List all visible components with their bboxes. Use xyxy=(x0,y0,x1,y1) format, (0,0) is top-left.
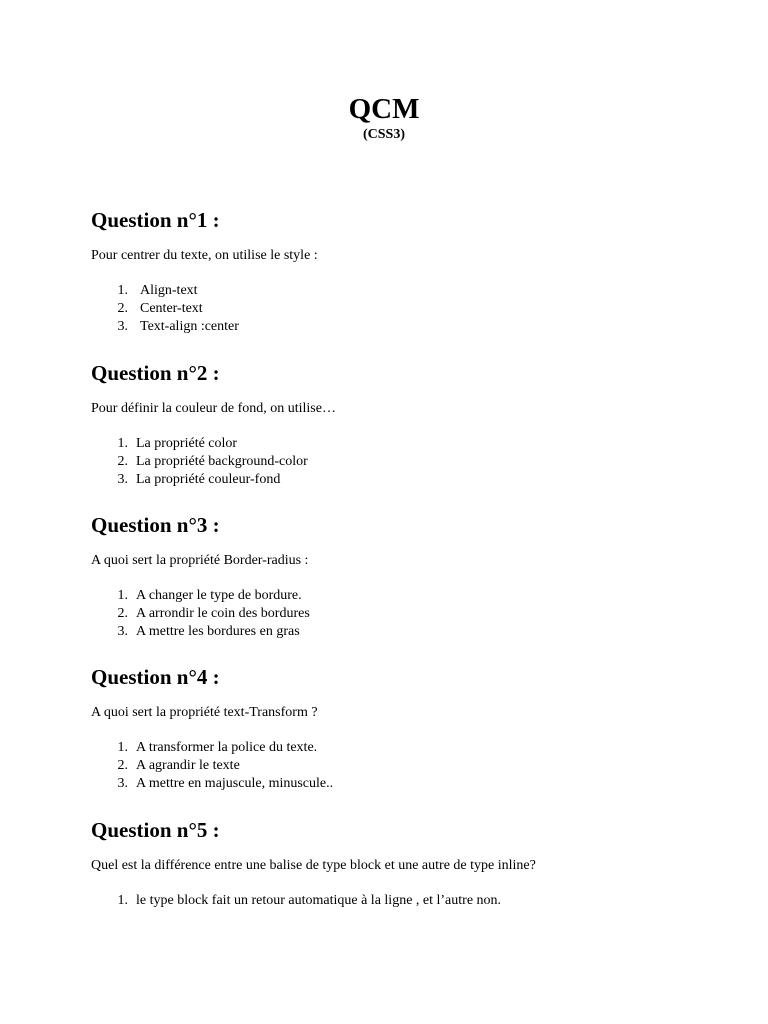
answer-text: A transformer la police du texte. xyxy=(136,740,318,755)
answer-text: La propriété color xyxy=(136,436,238,451)
answer-text: A changer le type de bordure. xyxy=(136,588,302,603)
question-1 xyxy=(91,207,691,334)
answer-number: 3. xyxy=(117,472,128,487)
question-2 xyxy=(91,360,691,487)
answer-number: 2. xyxy=(117,454,128,469)
question-prompt: Pour centrer du texte, on utilise le style : xyxy=(91,248,318,263)
question-prompt: A quoi sert la propriété text-Transform ? xyxy=(91,705,318,720)
document-subtitle: (CSS3) xyxy=(362,127,405,142)
answer-text: A agrandir le texte xyxy=(136,758,240,773)
answer-number: 2. xyxy=(117,758,128,773)
answer-number: 3. xyxy=(117,624,128,639)
answer-text: Text-align :center xyxy=(140,319,239,334)
question-prompt: A quoi sert la propriété Border-radius : xyxy=(91,553,309,568)
question-heading: Question n°2 : xyxy=(91,361,220,385)
answer-text: La propriété background-color xyxy=(136,454,308,469)
answer-number: 2. xyxy=(117,301,128,316)
answer-text: A mettre les bordures en gras xyxy=(136,624,300,639)
question-5 xyxy=(91,817,691,908)
question-heading: Question n°4 : xyxy=(91,665,220,689)
question-prompt: Pour définir la couleur de fond, on utilise… xyxy=(91,401,336,416)
question-prompt: Quel est la différence entre une balise de type block et une autre de type inline? xyxy=(91,858,536,873)
answer-text: le type block fait un retour automatique à la ligne , et l’autre non. xyxy=(136,893,502,908)
answer-number: 1. xyxy=(117,436,128,451)
answer-number: 1. xyxy=(117,588,128,603)
question-3 xyxy=(91,512,691,639)
answer-number: 1. xyxy=(117,283,128,298)
answer-text: A mettre en majuscule, minuscule.. xyxy=(136,776,334,791)
document-title: QCM xyxy=(348,93,420,125)
answer-text: Center-text xyxy=(140,301,203,316)
question-heading: Question n°3 : xyxy=(91,513,220,537)
answer-number: 3. xyxy=(117,776,128,791)
question-heading: Question n°5 : xyxy=(91,818,220,842)
answer-text: La propriété couleur-fond xyxy=(136,472,281,487)
answer-number: 1. xyxy=(117,740,128,755)
answer-number: 1. xyxy=(117,893,128,908)
answer-number: 2. xyxy=(117,606,128,621)
answer-text: A arrondir le coin des bordures xyxy=(136,606,310,621)
question-heading: Question n°1 : xyxy=(91,208,220,232)
question-4 xyxy=(91,664,691,791)
answer-text: Align-text xyxy=(140,283,198,298)
answer-number: 3. xyxy=(117,319,128,334)
